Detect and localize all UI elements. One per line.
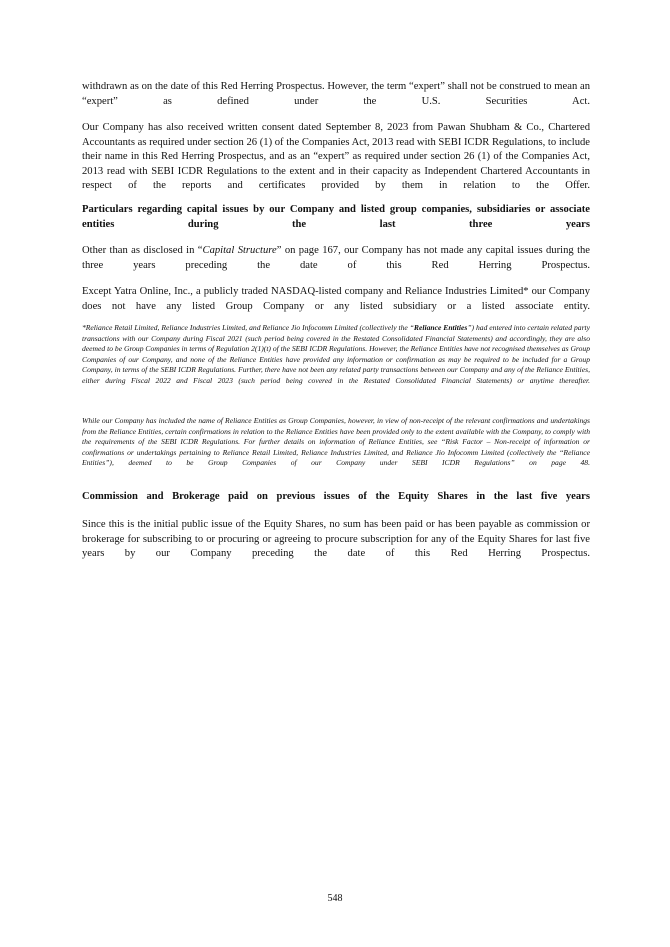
paragraph-capital-structure: [82, 244, 590, 288]
paragraph-commission: Since this is the initial public issue of the Equity Shares, no sum has been paid or has been payable as commission or brokerage for subscribing to or procuring or agreeing to procure subscription for any of the Equity Shares for last five years by our Company preceding the date of this Red Herring Prospectus.: [82, 519, 590, 560]
footnote-reliance-entities: [82, 323, 590, 397]
reliance-entities-term: Reliance Entities: [413, 323, 468, 332]
text: *Reliance Retail Limited, Reliance Industries Limited, and Reliance Jio Infocomm Limited (collectively the “: [82, 323, 414, 332]
capital-structure-reference: Capital Structure: [202, 245, 277, 256]
heading-commission-brokerage: Commission and Brokerage paid on previous issues of the Equity Shares in the last five years: [82, 491, 590, 502]
heading-capital-issues: Particulars regarding capital issues by our Company and listed group companies, subsidiaries or associate entities during the last three years: [82, 204, 590, 230]
footnote-group-companies: While our Company has included the name of Reliance Entities as Group Companies, however, in view of non-receipt of the relevant confirmations and undertakings from the Reliance Entities, certain confirmations in relation to the Reliance Entities have been provided only to the extent available with the Company, to comply with the requirements of the SEBI ICDR Regulations. For further details on information of Reliance Entities, see “Risk Factor – Non-receipt of information or confirmations or undertakings pertaining to Reliance Retail Limited, Reliance Industries Limited, and Reliance Jio Infocomm Limited (collectively the “Reliance Entities”), deemed to be Group Companies of our Company under SEBI ICDR Regulations” on page 48.: [82, 416, 590, 468]
paragraph-written-consent: Our Company has also received written consent dated September 8, 2023 from Pawan Shubham & Co., Chartered Accountants as required under section 26 (1) of the Companies Act, 2013 read with SEBI ICDR Regulations, to include their name in this Red Herring Prospectus, and as an “expert” as required under section 26 (1) of the Companies Act, 2013 read with SEBI ICDR Regulations to the extent and in their capacity as Independent Chartered Accountants in respect of the reports and certificates provided by them in relation to the Offer.: [82, 122, 590, 192]
text: ” on page 167, our Company has not made any capital issues during the three years preceding the date of this Red Herring Prospectus.: [82, 245, 591, 271]
paragraph-expert-definition: withdrawn as on the date of this Red Herring Prospectus. However, the term “expert” shall not be construed to mean an “expert” as defined under the U.S. Securities Act.: [82, 81, 590, 107]
text: ”) had entered into certain related party transactions with our Company during Fiscal 2021 (such period being covered in the Restated Consolidated Financial Statements) and accordingly, they are also deemed to be Group Companies in terms of Regulation 2(1)(t) of the SEBI ICDR Regulations. However, the Reliance Entities have not recognised themselves as Group Companies of our Company, and none of the Reliance Entities have provided any information or confirmation as may be required to be included for a Group Company, in terms of the SEBI ICDR Regulations. Further, there have not been any related party transactions between our Company and any of the Reliance Entities, either during Fiscal 2022 and Fiscal 2023 (such period being covered in the Restated Consolidated Financial Statements) or anytime thereafter.: [82, 323, 591, 385]
text: Other than as disclosed in “: [82, 245, 203, 256]
page-number: 548: [327, 893, 343, 904]
paragraph-listed-group-companies: Except Yatra Online, Inc., a publicly traded NASDAQ-listed company and Reliance Industries Limited* our Company does not have any listed Group Company or any listed subsidiary or a listed associate entity.: [82, 286, 590, 312]
